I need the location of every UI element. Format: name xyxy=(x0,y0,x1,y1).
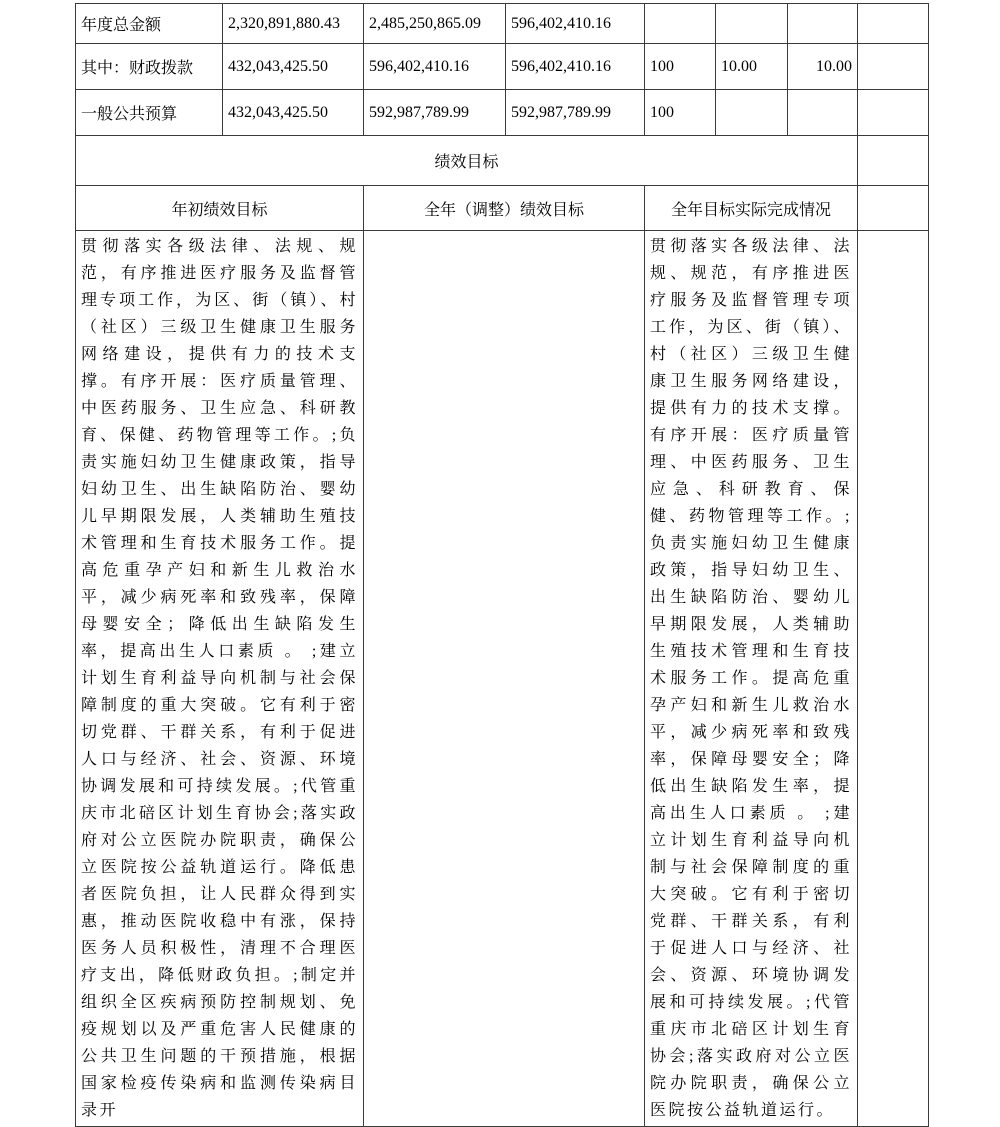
score-cell xyxy=(716,4,788,44)
empty-cell xyxy=(858,44,929,90)
score-cell xyxy=(788,4,858,44)
adjusted-amount-cell: 592,987,789.99 xyxy=(364,90,506,136)
goal-header-actual: 全年目标实际完成情况 xyxy=(645,186,858,231)
table-row-general-public-budget xyxy=(76,90,929,136)
goal-text-initial: 贯彻落实各级法律、法规、规范，有序推进医疗服务及监督管理专项工作，为区、街（镇）、村（社区）三级卫生健康卫生服务网络建设，提供有力的技术支撑。有序开展：医疗质量管理、中医药服务、卫生应急、科研教育、保健、药物管理等工作。;负责实施妇幼卫生健康政策，指导妇幼卫生、出生缺陷防治、婴幼儿早期限发展，人类辅助生殖技术管理和生育技术服务工作。提高危重孕产妇和新生儿救治水平，减少病死率和致残率，保障母婴安全；降低出生缺陷发生率，提高出生人口素质 。 ;建立计划生育利益导向机制与社会保障制度的重大突破。它有利于密切党群、干群关系，有利于促进人口与经济、社会、资源、环境协调发展和可持续发展。;代管重庆市北碚区计划生育协会;落实政府对公立医院办院职责，确保公立医院按公益轨道运行。降低患者医院负担，让人民群众得到实惠，推动医院收稳中有涨，保持医务人员积极性，清理不合理医疗支出，降低财政负担。;制定并组织全区疾病预防控制规划、免疫规划以及严重危害人民健康的公共卫生问题的干预措施，根据国家检疫传染病和监测传染病目录开 xyxy=(76,231,364,1127)
empty-cell xyxy=(858,231,929,1127)
row-label-fiscal-appropriation: 其中：财政拨款 xyxy=(76,44,223,90)
empty-cell xyxy=(858,4,929,44)
empty-cell xyxy=(858,136,929,186)
score-cell: 10.00 xyxy=(788,44,858,90)
table-row-section-title xyxy=(76,136,929,186)
row-label-annual-total: 年度总金额 xyxy=(76,4,223,44)
annual-amount-cell: 2,320,891,880.43 xyxy=(223,4,364,44)
table-row-fiscal-appropriation xyxy=(76,44,929,90)
actual-amount-cell: 596,402,410.16 xyxy=(506,4,645,44)
adjusted-amount-cell: 596,402,410.16 xyxy=(364,44,506,90)
annual-amount-cell: 432,043,425.50 xyxy=(223,44,364,90)
table-row-goal-headers xyxy=(76,186,929,231)
empty-cell xyxy=(858,186,929,231)
row-label-general-public-budget: 一般公共预算 xyxy=(76,90,223,136)
score-cell xyxy=(788,90,858,136)
completion-rate-cell xyxy=(645,4,716,44)
empty-cell xyxy=(858,90,929,136)
annual-amount-cell: 432,043,425.50 xyxy=(223,90,364,136)
score-cell: 10.00 xyxy=(716,44,788,90)
score-cell xyxy=(716,90,788,136)
adjusted-amount-cell: 2,485,250,865.09 xyxy=(364,4,506,44)
goal-text-adjusted xyxy=(364,231,645,1127)
completion-rate-cell: 100 xyxy=(645,44,716,90)
table-row-annual-total xyxy=(76,4,929,44)
goal-header-initial: 年初绩效目标 xyxy=(76,186,364,231)
completion-rate-cell: 100 xyxy=(645,90,716,136)
performance-section-title: 绩效目标 xyxy=(76,136,858,186)
budget-performance-table xyxy=(75,3,929,1127)
actual-amount-cell: 592,987,789.99 xyxy=(506,90,645,136)
goal-text-actual: 贯彻落实各级法律、法规、规范，有序推进医疗服务及监督管理专项工作，为区、街（镇）、村（社区）三级卫生健康卫生服务网络建设，提供有力的技术支撑。有序开展：医疗质量管理、中医药服务、卫生应急、科研教育、保健、药物管理等工作。;负责实施妇幼卫生健康政策，指导妇幼卫生、出生缺陷防治、婴幼儿早期限发展，人类辅助生殖技术管理和生育技术服务工作。提高危重孕产妇和新生儿救治水平，减少病死率和致残率，保障母婴安全；降低出生缺陷发生率，提高出生人口素质 。 ;建立计划生育利益导向机制与社会保障制度的重大突破。它有利于密切党群、干群关系，有利于促进人口与经济、社会、资源、环境协调发展和可持续发展。;代管重庆市北碚区计划生育协会;落实政府对公立医院办院职责，确保公立医院按公益轨道运行。 xyxy=(645,231,858,1127)
actual-amount-cell: 596,402,410.16 xyxy=(506,44,645,90)
goal-header-adjusted: 全年（调整）绩效目标 xyxy=(364,186,645,231)
table-row-goal-texts xyxy=(76,231,929,1127)
